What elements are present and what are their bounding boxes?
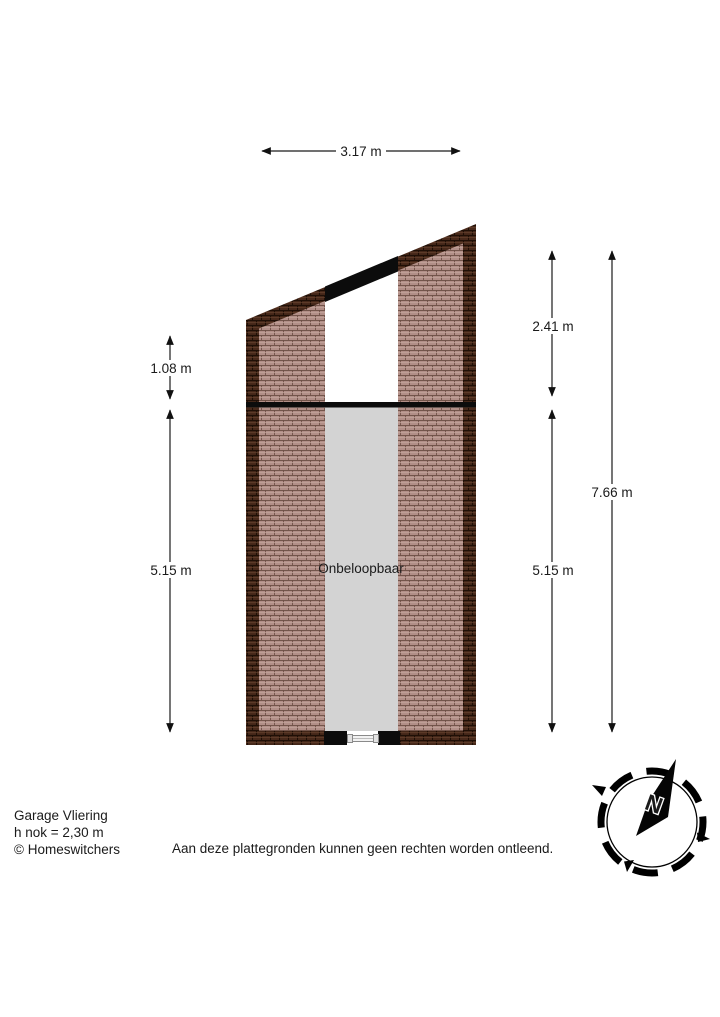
north-label: N xyxy=(641,788,667,820)
unwalkable-label: Onbeloopbaar xyxy=(318,561,404,576)
bottom-wall-left xyxy=(324,731,347,745)
plan-title: Garage Vliering xyxy=(14,808,108,823)
dim-label-left-lower: 5.15 m xyxy=(150,563,192,578)
compass-tick-south xyxy=(624,860,634,872)
compass-tick-west xyxy=(592,785,606,796)
garage-attic-roofplan xyxy=(246,224,476,745)
dim-label-top-width: 3.17 m xyxy=(340,144,382,159)
bottom-wall-right xyxy=(378,731,400,745)
dim-label-right-lower: 5.15 m xyxy=(532,563,574,578)
ridge-height-note: h nok = 2,30 m xyxy=(14,825,104,840)
dim-label-right-upper: 2.41 m xyxy=(532,319,574,334)
divider-wall xyxy=(246,402,476,408)
right-roof-pane xyxy=(398,244,463,732)
left-roof-pane xyxy=(259,301,325,731)
loft-ladder-icon xyxy=(348,735,379,743)
disclaimer-note: Aan deze plattegronden kunnen geen rechten worden ontleend. xyxy=(172,841,554,856)
dim-label-left-upper: 1.08 m xyxy=(150,361,192,376)
copyright-note: © Homeswitchers xyxy=(14,842,120,857)
compass-rose xyxy=(592,759,710,873)
footer xyxy=(14,808,553,857)
dim-label-right-total: 7.66 m xyxy=(591,485,633,500)
